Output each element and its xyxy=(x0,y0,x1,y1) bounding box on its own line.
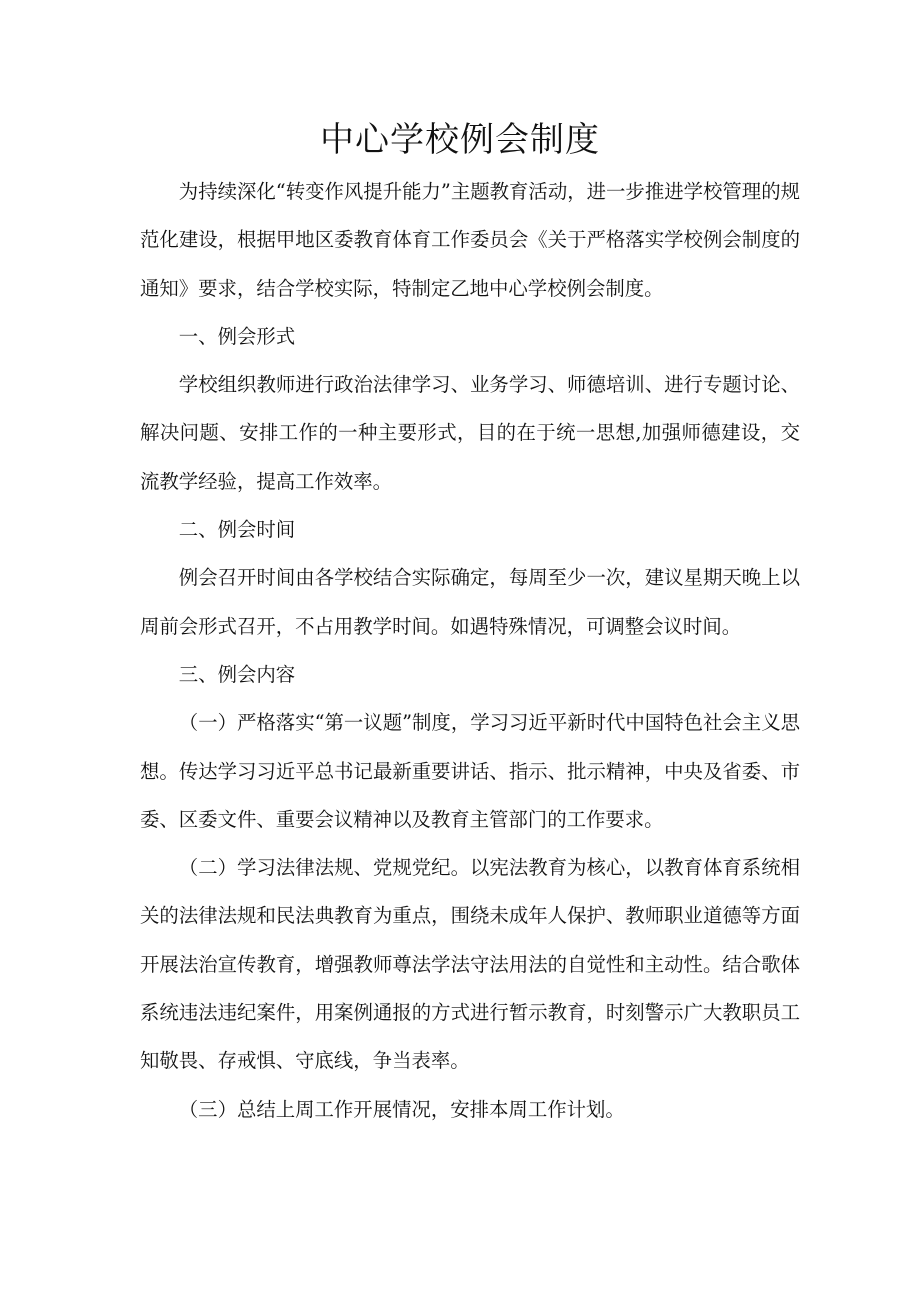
document-title: 中心学校例会制度 xyxy=(320,120,600,160)
format-paragraph: 学校组织教师进行政治法律学习、业务学习、师德培训、进行专题讨论、解决问题、安排工作的一种主要形式，目的在于统一思想,加强师德建设，交流教学经验，提高工作效率。 xyxy=(140,373,800,493)
section-heading-time: 二、例会时间 xyxy=(178,518,296,542)
section-heading-content: 三、例会内容 xyxy=(178,662,296,686)
section-heading-format: 一、例会形式 xyxy=(178,324,296,348)
content-item-3: （三）总结上周工作开展情况，安排本周工作计划。 xyxy=(178,1097,625,1121)
document-body xyxy=(140,168,800,1134)
content-item-1: （一）严格落实“第一议题”制度，学习习近平新时代中国特色社会主义思想。传达学习习近平总书记最新重要讲话、指示、批示精神，中央及省委、市委、区委文件、重要会议精神以及教育主管部门的工作要求。 xyxy=(140,711,800,831)
time-paragraph: 例会召开时间由各学校结合实际确定，每周至少一次，建议星期天晚上以周前会形式召开，不占用教学时间。如遇特殊情况，可调整会议时间。 xyxy=(140,566,800,638)
intro-paragraph: 为持续深化“转变作风提升能力”主题教育活动，进一步推进学校管理的规范化建设，根据甲地区委教育体育工作委员会《关于严格落实学校例会制度的通知》要求，结合学校实际，特制定乙地中心学校例会制度。 xyxy=(140,180,800,300)
content-item-2: （二）学习法律法规、党规党纪。以宪法教育为核心，以教育体育系统相关的法律法规和民法典教育为重点，围绕未成年人保护、教师职业道德等方面开展法治宣传教育，增强教师尊法学法守法用法的自觉性和主动性。结合歌体系统违法违纪案件，用案例通报的方式进行暂示教育，时刻警示广大教职员工知敬畏、存戒惧、守底线，争当表率。 xyxy=(140,856,800,1073)
